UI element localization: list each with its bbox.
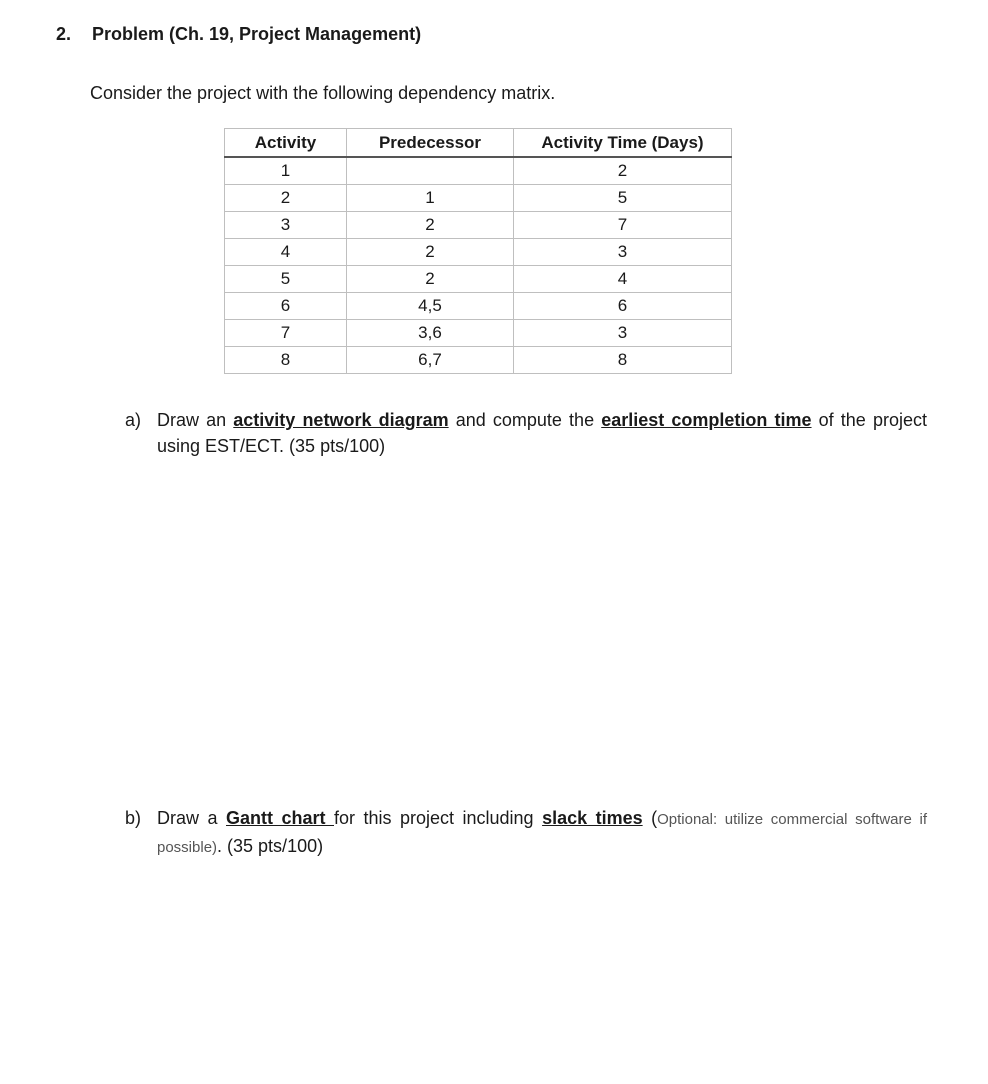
activity-cell: 7: [225, 320, 347, 347]
predecessor-cell: 2: [347, 239, 514, 266]
dependency-matrix-table: [224, 128, 732, 374]
time-cell: 2: [514, 157, 732, 185]
question-b-text: [157, 805, 927, 861]
activity-cell: 1: [225, 157, 347, 185]
table-row: [225, 239, 732, 266]
question-b-text-part: Draw a: [157, 808, 226, 828]
activity-cell: 6: [225, 293, 347, 320]
question-a-text: [157, 407, 927, 459]
table-header-row: [225, 129, 732, 158]
table-row: [225, 266, 732, 293]
predecessor-cell: 3,6: [347, 320, 514, 347]
time-cell: 5: [514, 185, 732, 212]
gantt-chart-emphasis: Gantt chart: [226, 808, 334, 828]
table-row: [225, 320, 732, 347]
question-a-label: a): [125, 410, 142, 430]
question-a: [125, 407, 927, 459]
earliest-completion-time-emphasis: earliest completion time: [601, 410, 812, 430]
activity-cell: 2: [225, 185, 347, 212]
question-b-label: b): [125, 808, 142, 828]
question-a-text-part: of the project using EST/ECT. (35 pts/100): [157, 410, 927, 456]
question-b-text-part: . (35 pts/100): [217, 836, 324, 856]
activity-cell: 8: [225, 347, 347, 374]
table-row: [225, 212, 732, 239]
problem-number: 2.: [56, 24, 72, 44]
activity-cell: 3: [225, 212, 347, 239]
predecessor-cell: 1: [347, 185, 514, 212]
problem-heading: [56, 24, 421, 45]
predecessor-cell: [347, 157, 514, 185]
table-row: [225, 347, 732, 374]
time-cell: 4: [514, 266, 732, 293]
question-b: [125, 805, 927, 861]
time-cell: 3: [514, 320, 732, 347]
column-header-activity: Activity: [225, 129, 347, 158]
question-b-text-part: (: [642, 808, 658, 828]
predecessor-cell: 4,5: [347, 293, 514, 320]
question-a-text-part: and compute the: [448, 410, 602, 430]
column-header-activity-time: Activity Time (Days): [514, 129, 732, 158]
activity-cell: 5: [225, 266, 347, 293]
predecessor-cell: 2: [347, 266, 514, 293]
predecessor-cell: 6,7: [347, 347, 514, 374]
activity-cell: 4: [225, 239, 347, 266]
problem-title: Problem (Ch. 19, Project Management): [92, 24, 422, 44]
time-cell: 7: [514, 212, 732, 239]
table-row: [225, 293, 732, 320]
slack-times-emphasis: slack times: [542, 808, 643, 828]
time-cell: 6: [514, 293, 732, 320]
predecessor-cell: 2: [347, 212, 514, 239]
time-cell: 8: [514, 347, 732, 374]
activity-network-diagram-emphasis: activity network diagram: [233, 410, 449, 430]
time-cell: 3: [514, 239, 732, 266]
optional-note: Optional: utilize commercial software if possible): [157, 811, 927, 856]
question-a-text-part: Draw an: [157, 410, 234, 430]
column-header-predecessor: Predecessor: [347, 129, 514, 158]
problem-intro: Consider the project with the following dependency matrix.: [90, 83, 556, 103]
table-row: [225, 185, 732, 212]
table-row: [225, 157, 732, 185]
question-b-text-part: for this project including: [334, 808, 543, 828]
